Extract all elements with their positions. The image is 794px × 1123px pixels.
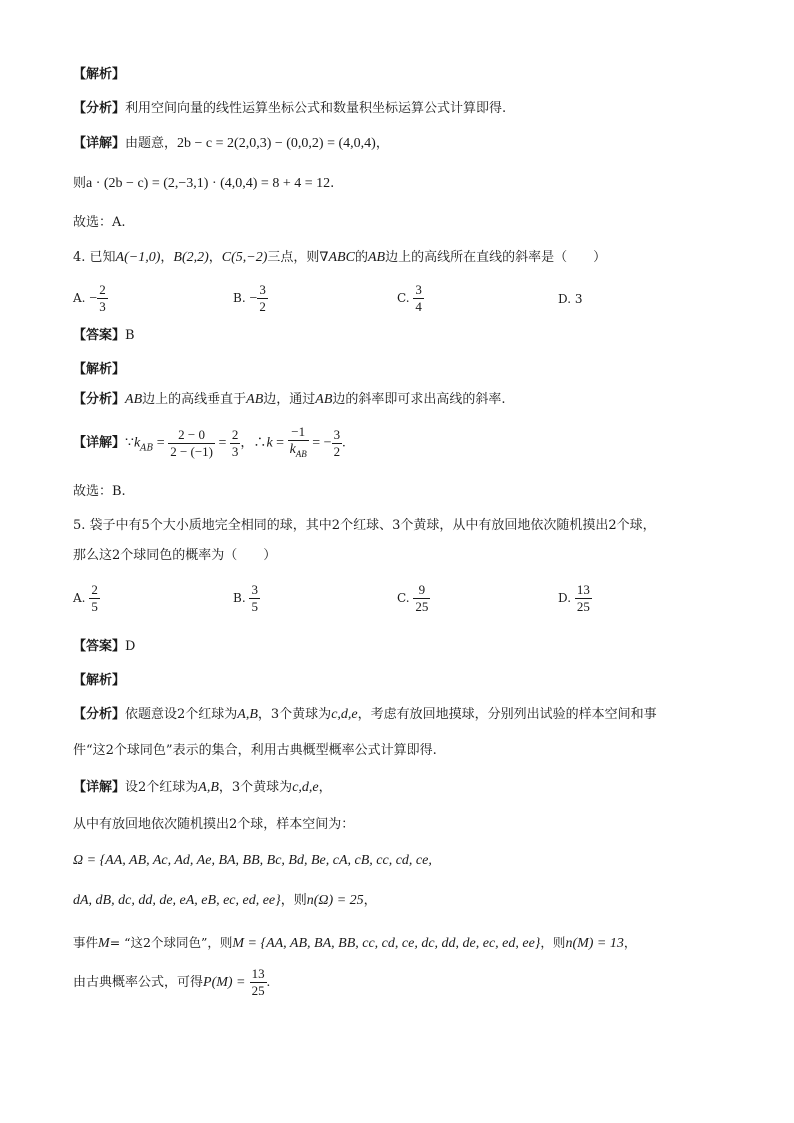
fenxi-q5-1: 【分析】依题意设2个红球为A,B，3个黄球为c,d,e，考虑有放回地摸球，分别列出试验的样本空间和事 — [73, 707, 657, 722]
answer-q5: 【答案】D — [73, 639, 136, 654]
jiexi-heading-q4: 【解析】 — [73, 362, 126, 377]
fenxi-q3: 【分析】利用空间向量的线性运算坐标公式和数量积坐标运算公式计算即得. — [73, 101, 507, 116]
sample-space-intro: 从中有放回地依次随机摸出2个球，样本空间为： — [73, 817, 355, 832]
xiangjie-q3: 【详解】由题意，2b − c = 2(2,0,3) − (0,0,2) = (4,0,4)， — [73, 136, 389, 151]
eq-dot-product: 则a · (2b − c) = (2,−3,1) · (4,0,4) = 8 + 4 = 12. — [73, 176, 335, 191]
jiexi-heading-q3: 【解析】 — [73, 67, 126, 82]
q4-option-b: B. − $\frac{3}{2}$ — [233, 282, 266, 314]
question-5-stem-2: 那么这2个球同色的概率为（ ） — [73, 548, 277, 563]
q5-option-d: D. $\frac{13}{25}$ — [558, 582, 590, 614]
q5-option-a: A. $\frac{2}{5}$ — [73, 582, 98, 614]
question-4-stem: 4. 已知A(−1,0)，B(2,2)，C(5,−2)三点，则∇ABC的AB边上的高线所在直线的斜率是（ ） — [73, 250, 607, 265]
jiexi-heading-q5: 【解析】 — [73, 673, 126, 688]
sample-space-line-1: Ω = {AA, AB, Ac, Ad, Ae, BA, BB, Bc, Bd, Be, cA, cB, cc, cd, ce, — [73, 853, 432, 868]
q4-option-c: C. $\frac{3}{4}$ — [397, 282, 422, 314]
eq-2b-minus-c: 2b − c = 2(2,0,3) − (0,0,2) = (4,0,4) — [177, 136, 376, 151]
sample-space-line-2: dA, dB, dc, dd, de, eA, eB, ec, ed, ee}，则n(Ω) = 25， — [73, 893, 377, 908]
fenxi-q5-2: 件“这2个球同色”表示的集合，利用古典概型概率公式计算即得. — [73, 743, 437, 758]
question-5-stem-1: 5. 袋子中有5个大小质地完全相同的球，其中2个红球、3个黄球，从中有放回地依次随机摸出2个球， — [73, 518, 656, 533]
choose-q4: 故选：B. — [73, 484, 126, 499]
q5-option-c: C. $\frac{9}{25}$ — [397, 582, 429, 614]
choose-q3: 故选：A. — [73, 215, 126, 230]
q4-option-d: D. 3 — [558, 292, 583, 306]
xiangjie-q4: 【详解】$\because k_{AB}$ = $\frac{2 - 0}{2 - (-1)}$ = $\frac{2}{3}$ ，∴k = $\frac{-1}{k_{AB}}$ = − $\frac{3}{2}$ . — [73, 424, 346, 462]
final-probability: 由古典概率公式，可得P(M) = $\frac{13}{25}$ . — [73, 966, 271, 998]
q4-option-a: A. − $\frac{2}{3}$ — [73, 282, 106, 314]
event-m-line: 事件M= “这2个球同色”，则M = {AA, AB, BA, BB, cc, cd, ce, dc, dd, de, ec, ed, ee}，则n(M) = 13， — [73, 935, 637, 951]
xiangjie-q5: 【详解】设2个红球为A,B，3个黄球为c,d,e， — [73, 780, 332, 795]
q5-option-b: B. $\frac{3}{5}$ — [233, 582, 258, 614]
answer-q4: 【答案】B — [73, 328, 135, 343]
fenxi-q4: 【分析】AB边上的高线垂直于AB边，通过AB边的斜率即可求出高线的斜率. — [73, 392, 506, 407]
